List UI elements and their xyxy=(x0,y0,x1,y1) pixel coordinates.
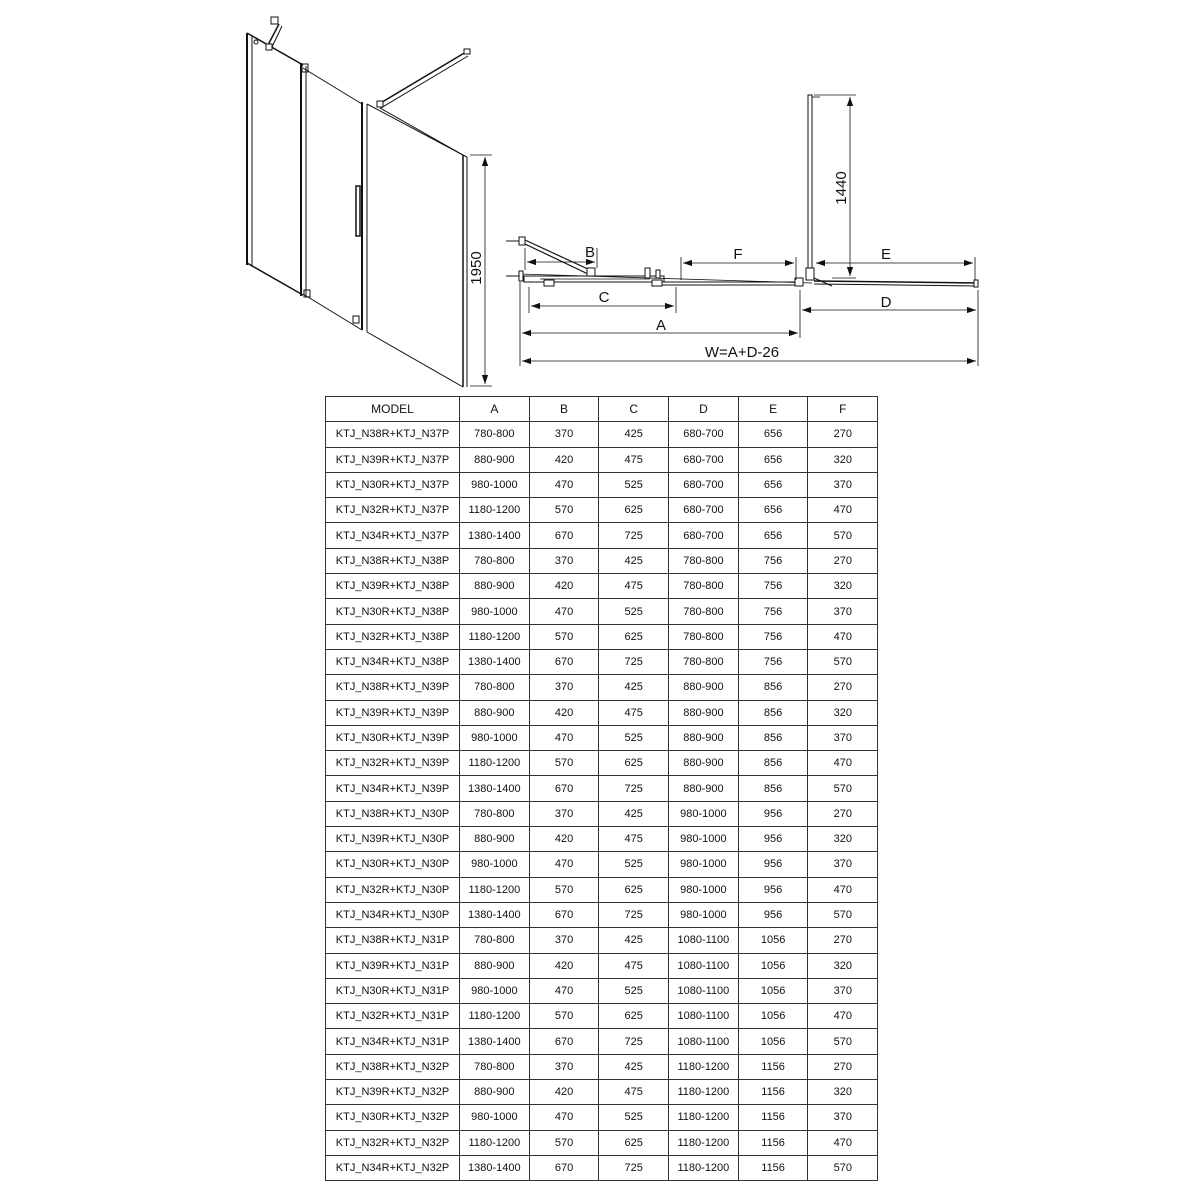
cell-c: 625 xyxy=(599,1130,669,1155)
plan-view xyxy=(506,95,978,366)
cell-f: 270 xyxy=(808,801,878,826)
cell-f: 370 xyxy=(808,725,878,750)
right-fixed-panel xyxy=(367,104,467,387)
cell-c: 475 xyxy=(599,953,669,978)
cell-d: 980-1000 xyxy=(669,877,739,902)
cell-d: 780-800 xyxy=(669,548,739,573)
cell-f: 370 xyxy=(808,852,878,877)
header-model: MODEL xyxy=(326,397,460,422)
cell-f: 320 xyxy=(808,1080,878,1105)
cell-d: 680-700 xyxy=(669,498,739,523)
cell-d: 1080-1100 xyxy=(669,1004,739,1029)
cell-a: 980-1000 xyxy=(460,1105,530,1130)
cell-model: KTJ_N30R+KTJ_N39P xyxy=(326,725,460,750)
cell-b: 570 xyxy=(529,877,599,902)
cell-a: 980-1000 xyxy=(460,599,530,624)
table-row xyxy=(326,498,878,523)
cell-b: 370 xyxy=(529,422,599,447)
cell-d: 680-700 xyxy=(669,422,739,447)
cell-model: KTJ_N32R+KTJ_N39P xyxy=(326,751,460,776)
cell-f: 320 xyxy=(808,953,878,978)
cell-f: 270 xyxy=(808,548,878,573)
cell-f: 270 xyxy=(808,1054,878,1079)
cell-model: KTJ_N39R+KTJ_N37P xyxy=(326,447,460,472)
cell-model: KTJ_N32R+KTJ_N31P xyxy=(326,1004,460,1029)
cell-b: 370 xyxy=(529,801,599,826)
table-row xyxy=(326,523,878,548)
cell-d: 680-700 xyxy=(669,447,739,472)
cell-a: 1380-1400 xyxy=(460,523,530,548)
cell-b: 420 xyxy=(529,447,599,472)
cell-c: 725 xyxy=(599,649,669,674)
header-a: A xyxy=(460,397,530,422)
cell-d: 880-900 xyxy=(669,725,739,750)
cell-d: 780-800 xyxy=(669,649,739,674)
cell-model: KTJ_N38R+KTJ_N39P xyxy=(326,675,460,700)
cell-model: KTJ_N30R+KTJ_N30P xyxy=(326,852,460,877)
table-row xyxy=(326,1130,878,1155)
cell-model: KTJ_N39R+KTJ_N32P xyxy=(326,1080,460,1105)
cell-d: 880-900 xyxy=(669,700,739,725)
cell-c: 475 xyxy=(599,700,669,725)
side-height-label: 1440 xyxy=(833,171,850,205)
cell-e: 956 xyxy=(738,902,808,927)
table-row xyxy=(326,902,878,927)
cell-b: 670 xyxy=(529,523,599,548)
cell-c: 425 xyxy=(599,675,669,700)
cell-c: 475 xyxy=(599,1080,669,1105)
cell-model: KTJ_N38R+KTJ_N30P xyxy=(326,801,460,826)
dim-label-a: A xyxy=(655,317,667,334)
cell-b: 420 xyxy=(529,574,599,599)
left-fixed-panel xyxy=(247,33,303,295)
cell-a: 780-800 xyxy=(460,422,530,447)
header-d: D xyxy=(669,397,739,422)
cell-c: 475 xyxy=(599,574,669,599)
cell-f: 270 xyxy=(808,422,878,447)
cell-e: 856 xyxy=(738,776,808,801)
cell-model: KTJ_N39R+KTJ_N39P xyxy=(326,700,460,725)
cell-f: 570 xyxy=(808,649,878,674)
cell-f: 320 xyxy=(808,700,878,725)
cell-a: 1180-1200 xyxy=(460,624,530,649)
cell-model: KTJ_N34R+KTJ_N32P xyxy=(326,1155,460,1180)
table-row xyxy=(326,548,878,573)
cell-f: 470 xyxy=(808,877,878,902)
cell-a: 780-800 xyxy=(460,548,530,573)
dim-label-w: W=A+D-26 xyxy=(704,344,780,361)
cell-d: 980-1000 xyxy=(669,801,739,826)
cell-f: 270 xyxy=(808,675,878,700)
table-row xyxy=(326,447,878,472)
dim-label-c: C xyxy=(598,289,610,306)
cell-d: 680-700 xyxy=(669,472,739,497)
cell-c: 525 xyxy=(599,852,669,877)
cell-d: 1180-1200 xyxy=(669,1105,739,1130)
cell-a: 780-800 xyxy=(460,1054,530,1079)
table-row xyxy=(326,1105,878,1130)
dim-label-f: F xyxy=(733,246,743,263)
wall-support-arm-left xyxy=(266,17,282,50)
cell-model: KTJ_N34R+KTJ_N37P xyxy=(326,523,460,548)
cell-a: 1180-1200 xyxy=(460,1004,530,1029)
dimension-lines xyxy=(520,95,978,366)
cell-d: 780-800 xyxy=(669,624,739,649)
cell-c: 725 xyxy=(599,902,669,927)
cell-e: 1056 xyxy=(738,978,808,1003)
cell-c: 425 xyxy=(599,548,669,573)
cell-a: 1380-1400 xyxy=(460,776,530,801)
cell-model: KTJ_N38R+KTJ_N37P xyxy=(326,422,460,447)
table-row xyxy=(326,877,878,902)
cell-b: 670 xyxy=(529,1155,599,1180)
cell-f: 470 xyxy=(808,751,878,776)
table-row xyxy=(326,1029,878,1054)
table-header-row xyxy=(326,397,878,422)
cell-a: 880-900 xyxy=(460,827,530,852)
cell-a: 980-1000 xyxy=(460,852,530,877)
cell-model: KTJ_N34R+KTJ_N30P xyxy=(326,902,460,927)
cell-model: KTJ_N32R+KTJ_N32P xyxy=(326,1130,460,1155)
cell-model: KTJ_N34R+KTJ_N39P xyxy=(326,776,460,801)
header-f: F xyxy=(808,397,878,422)
cell-d: 880-900 xyxy=(669,751,739,776)
cell-c: 475 xyxy=(599,447,669,472)
shower-enclosure-drawing xyxy=(0,0,1200,395)
cell-model: KTJ_N38R+KTJ_N31P xyxy=(326,928,460,953)
cell-b: 470 xyxy=(529,1105,599,1130)
cell-f: 370 xyxy=(808,1105,878,1130)
cell-a: 980-1000 xyxy=(460,472,530,497)
cell-e: 956 xyxy=(738,877,808,902)
cell-b: 470 xyxy=(529,472,599,497)
table-row xyxy=(326,624,878,649)
cell-c: 475 xyxy=(599,827,669,852)
cell-model: KTJ_N30R+KTJ_N31P xyxy=(326,978,460,1003)
cell-d: 1180-1200 xyxy=(669,1080,739,1105)
cell-f: 270 xyxy=(808,928,878,953)
cell-b: 470 xyxy=(529,725,599,750)
cell-b: 420 xyxy=(529,953,599,978)
cell-e: 656 xyxy=(738,498,808,523)
cell-f: 470 xyxy=(808,1130,878,1155)
cell-c: 725 xyxy=(599,523,669,548)
cell-f: 320 xyxy=(808,447,878,472)
table-row xyxy=(326,1004,878,1029)
cell-model: KTJ_N39R+KTJ_N31P xyxy=(326,953,460,978)
cell-f: 570 xyxy=(808,902,878,927)
cell-e: 656 xyxy=(738,422,808,447)
table-row xyxy=(326,422,878,447)
cell-e: 1056 xyxy=(738,1029,808,1054)
header-e: E xyxy=(738,397,808,422)
cell-e: 956 xyxy=(738,852,808,877)
cell-c: 725 xyxy=(599,1029,669,1054)
table-row xyxy=(326,801,878,826)
cell-d: 780-800 xyxy=(669,599,739,624)
cell-e: 1156 xyxy=(738,1105,808,1130)
cell-a: 1180-1200 xyxy=(460,1130,530,1155)
cell-b: 370 xyxy=(529,928,599,953)
door-handle xyxy=(356,186,360,236)
cell-c: 425 xyxy=(599,422,669,447)
cell-model: KTJ_N30R+KTJ_N32P xyxy=(326,1105,460,1130)
cell-c: 525 xyxy=(599,472,669,497)
cell-c: 425 xyxy=(599,801,669,826)
cell-d: 880-900 xyxy=(669,675,739,700)
cell-d: 980-1000 xyxy=(669,902,739,927)
cell-model: KTJ_N34R+KTJ_N31P xyxy=(326,1029,460,1054)
cell-c: 525 xyxy=(599,978,669,1003)
cell-f: 570 xyxy=(808,1029,878,1054)
cell-e: 756 xyxy=(738,624,808,649)
cell-c: 625 xyxy=(599,624,669,649)
cell-b: 670 xyxy=(529,776,599,801)
table-row xyxy=(326,776,878,801)
cell-model: KTJ_N32R+KTJ_N38P xyxy=(326,624,460,649)
cell-a: 880-900 xyxy=(460,700,530,725)
perspective-view xyxy=(247,17,492,387)
cell-e: 656 xyxy=(738,523,808,548)
cell-e: 756 xyxy=(738,649,808,674)
cell-d: 1080-1100 xyxy=(669,1029,739,1054)
cell-f: 370 xyxy=(808,472,878,497)
table-row xyxy=(326,599,878,624)
table-row xyxy=(326,700,878,725)
cell-model: KTJ_N32R+KTJ_N37P xyxy=(326,498,460,523)
cell-e: 1056 xyxy=(738,953,808,978)
cell-d: 980-1000 xyxy=(669,827,739,852)
cell-f: 370 xyxy=(808,978,878,1003)
cell-b: 670 xyxy=(529,1029,599,1054)
table-row xyxy=(326,1080,878,1105)
dimension-table xyxy=(325,396,878,1181)
cell-d: 780-800 xyxy=(669,574,739,599)
cell-e: 956 xyxy=(738,827,808,852)
cell-c: 625 xyxy=(599,877,669,902)
cell-c: 725 xyxy=(599,776,669,801)
cell-b: 570 xyxy=(529,751,599,776)
cell-e: 756 xyxy=(738,574,808,599)
cell-a: 1380-1400 xyxy=(460,1029,530,1054)
cell-b: 470 xyxy=(529,852,599,877)
height-label: 1950 xyxy=(468,251,485,285)
cell-a: 780-800 xyxy=(460,801,530,826)
wall-support-arm-right xyxy=(377,49,470,108)
cell-f: 320 xyxy=(808,827,878,852)
cell-e: 756 xyxy=(738,548,808,573)
cell-d: 980-1000 xyxy=(669,852,739,877)
table-row xyxy=(326,1155,878,1180)
cell-e: 956 xyxy=(738,801,808,826)
cell-b: 370 xyxy=(529,1054,599,1079)
cell-a: 880-900 xyxy=(460,447,530,472)
cell-a: 1180-1200 xyxy=(460,751,530,776)
cell-c: 625 xyxy=(599,1004,669,1029)
plan-front-panels xyxy=(519,268,812,286)
table-row xyxy=(326,574,878,599)
cell-a: 1380-1400 xyxy=(460,902,530,927)
cell-a: 880-900 xyxy=(460,1080,530,1105)
cell-e: 1056 xyxy=(738,928,808,953)
table-row xyxy=(326,675,878,700)
cell-c: 725 xyxy=(599,1155,669,1180)
cell-f: 570 xyxy=(808,776,878,801)
cell-e: 756 xyxy=(738,599,808,624)
cell-b: 570 xyxy=(529,1004,599,1029)
cell-d: 1080-1100 xyxy=(669,953,739,978)
cell-b: 420 xyxy=(529,700,599,725)
cell-e: 1056 xyxy=(738,1004,808,1029)
table-row xyxy=(326,649,878,674)
cell-e: 856 xyxy=(738,700,808,725)
cell-a: 1180-1200 xyxy=(460,498,530,523)
table-row xyxy=(326,827,878,852)
cell-model: KTJ_N30R+KTJ_N37P xyxy=(326,472,460,497)
cell-b: 420 xyxy=(529,827,599,852)
cell-b: 470 xyxy=(529,599,599,624)
sliding-door-panel xyxy=(301,63,362,330)
cell-d: 1180-1200 xyxy=(669,1155,739,1180)
cell-f: 470 xyxy=(808,498,878,523)
header-c: C xyxy=(599,397,669,422)
dim-label-e: E xyxy=(880,246,892,263)
cell-f: 570 xyxy=(808,523,878,548)
cell-c: 525 xyxy=(599,599,669,624)
cell-f: 570 xyxy=(808,1155,878,1180)
cell-a: 880-900 xyxy=(460,574,530,599)
cell-a: 980-1000 xyxy=(460,978,530,1003)
cell-e: 1156 xyxy=(738,1155,808,1180)
header-b: B xyxy=(529,397,599,422)
cell-f: 370 xyxy=(808,599,878,624)
table-body xyxy=(326,422,878,1181)
table-row xyxy=(326,953,878,978)
cell-e: 1156 xyxy=(738,1130,808,1155)
cell-model: KTJ_N34R+KTJ_N38P xyxy=(326,649,460,674)
cell-f: 320 xyxy=(808,574,878,599)
cell-model: KTJ_N39R+KTJ_N30P xyxy=(326,827,460,852)
cell-b: 370 xyxy=(529,548,599,573)
cell-b: 370 xyxy=(529,675,599,700)
cell-e: 856 xyxy=(738,675,808,700)
table-row xyxy=(326,1054,878,1079)
cell-a: 1180-1200 xyxy=(460,877,530,902)
cell-d: 1180-1200 xyxy=(669,1054,739,1079)
cell-d: 1180-1200 xyxy=(669,1130,739,1155)
cell-model: KTJ_N30R+KTJ_N38P xyxy=(326,599,460,624)
cell-b: 670 xyxy=(529,902,599,927)
table-row xyxy=(326,852,878,877)
cell-c: 625 xyxy=(599,751,669,776)
cell-c: 525 xyxy=(599,1105,669,1130)
table-row xyxy=(326,472,878,497)
cell-b: 570 xyxy=(529,1130,599,1155)
cell-e: 856 xyxy=(738,751,808,776)
cell-c: 625 xyxy=(599,498,669,523)
cell-model: KTJ_N39R+KTJ_N38P xyxy=(326,574,460,599)
cell-model: KTJ_N38R+KTJ_N32P xyxy=(326,1054,460,1079)
cell-f: 470 xyxy=(808,624,878,649)
cell-b: 570 xyxy=(529,498,599,523)
dim-label-d: D xyxy=(880,294,892,311)
cell-c: 425 xyxy=(599,1054,669,1079)
cell-e: 1156 xyxy=(738,1054,808,1079)
cell-d: 1080-1100 xyxy=(669,928,739,953)
cell-c: 525 xyxy=(599,725,669,750)
cell-model: KTJ_N32R+KTJ_N30P xyxy=(326,877,460,902)
plan-support-arm xyxy=(506,237,595,276)
dim-label-b: B xyxy=(584,244,596,261)
cell-e: 656 xyxy=(738,472,808,497)
cell-a: 980-1000 xyxy=(460,725,530,750)
table-row xyxy=(326,928,878,953)
cell-e: 656 xyxy=(738,447,808,472)
cell-e: 1156 xyxy=(738,1080,808,1105)
cell-e: 856 xyxy=(738,725,808,750)
cell-a: 1380-1400 xyxy=(460,649,530,674)
cell-a: 1380-1400 xyxy=(460,1155,530,1180)
cell-model: KTJ_N38R+KTJ_N38P xyxy=(326,548,460,573)
cell-b: 570 xyxy=(529,624,599,649)
cell-a: 780-800 xyxy=(460,928,530,953)
cell-d: 680-700 xyxy=(669,523,739,548)
cell-b: 420 xyxy=(529,1080,599,1105)
cell-d: 1080-1100 xyxy=(669,978,739,1003)
cell-b: 470 xyxy=(529,978,599,1003)
cell-f: 470 xyxy=(808,1004,878,1029)
table-row xyxy=(326,978,878,1003)
cell-a: 880-900 xyxy=(460,953,530,978)
table-row xyxy=(326,751,878,776)
table-row xyxy=(326,725,878,750)
cell-d: 880-900 xyxy=(669,776,739,801)
cell-c: 425 xyxy=(599,928,669,953)
cell-a: 780-800 xyxy=(460,675,530,700)
cell-b: 670 xyxy=(529,649,599,674)
